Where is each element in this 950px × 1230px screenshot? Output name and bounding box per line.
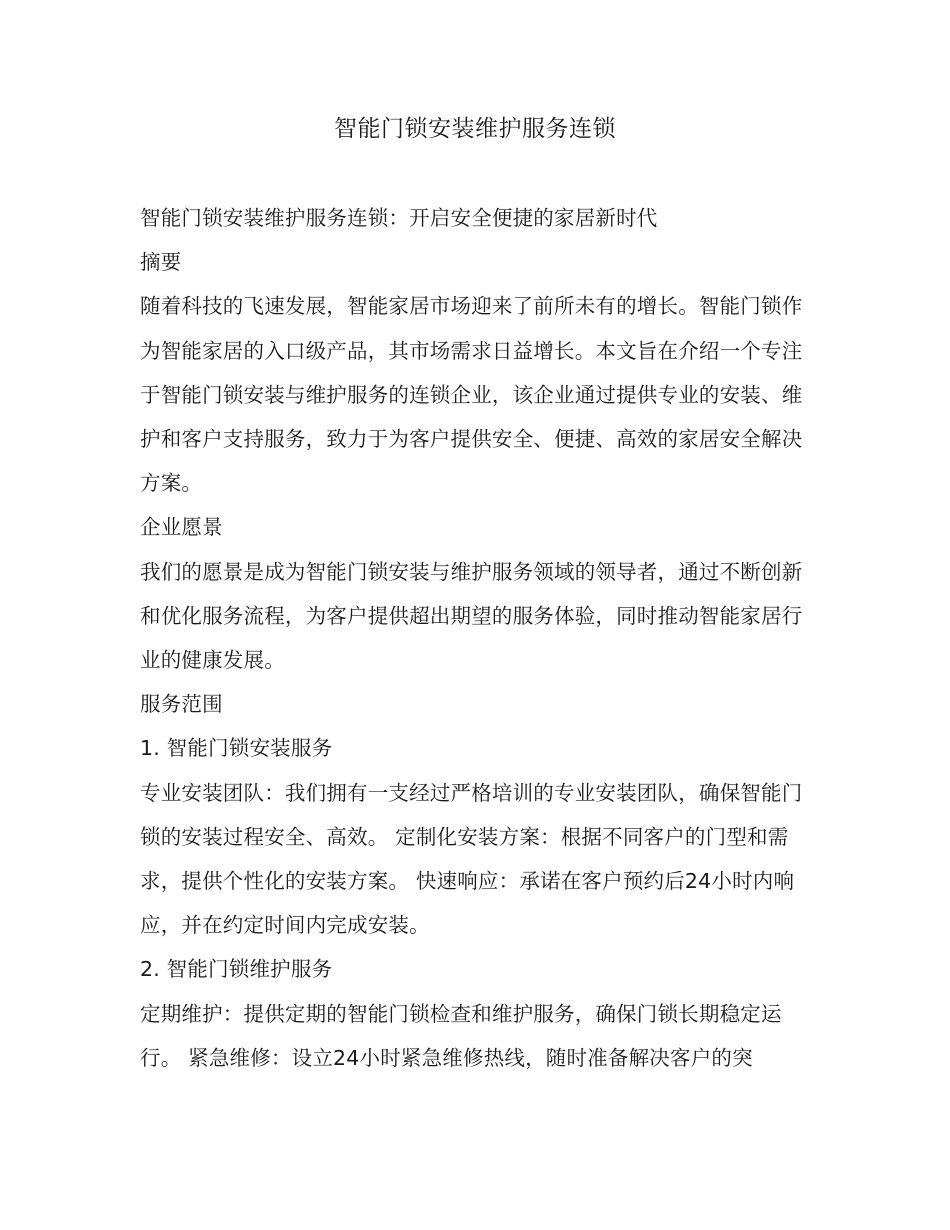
abstract-paragraph: 随着科技的飞速发展，智能家居市场迎来了前所未有的增长。智能门锁作为智能家居的入口级产品，其市场需求日益增长。本文旨在介绍一个专注于智能门锁安装与维护服务的连锁企业，该企业通过提供专业的安装、维护和客户支持服务，致力于为客户提供安全、便捷、高效的家居安全解决方案。	[140, 294, 803, 496]
vision-heading: 企业愿景	[140, 515, 223, 540]
scope-heading: 服务范围	[140, 692, 223, 717]
installation-service-heading: 1. 智能门锁安装服务	[140, 736, 333, 761]
document-body	[140, 196, 810, 1080]
abstract-heading: 摘要	[140, 250, 182, 275]
maintenance-service-paragraph: 定期维护：提供定期的智能门锁检查和维护服务，确保门锁长期稳定运行。 紧急维修：设立24小时紧急维修热线，随时准备解决客户的突	[140, 1001, 782, 1070]
document-title: 智能门锁安装维护服务连锁	[334, 116, 616, 142]
document-subtitle: 智能门锁安装维护服务连锁：开启安全便捷的家居新时代	[140, 206, 658, 230]
installation-service-paragraph: 专业安装团队：我们拥有一支经过严格培训的专业安装团队，确保智能门锁的安装过程安全、高效。 定制化安装方案：根据不同客户的门型和需求，提供个性化的安装方案。 快速响应：承诺在客户预约后24小时内响应，并在约定时间内完成安装。	[140, 780, 803, 938]
vision-paragraph: 我们的愿景是成为智能门锁安装与维护服务领域的领导者，通过不断创新和优化服务流程，为客户提供超出期望的服务体验，同时推动智能家居行业的健康发展。	[140, 559, 803, 673]
maintenance-service-heading: 2. 智能门锁维护服务	[140, 957, 333, 982]
